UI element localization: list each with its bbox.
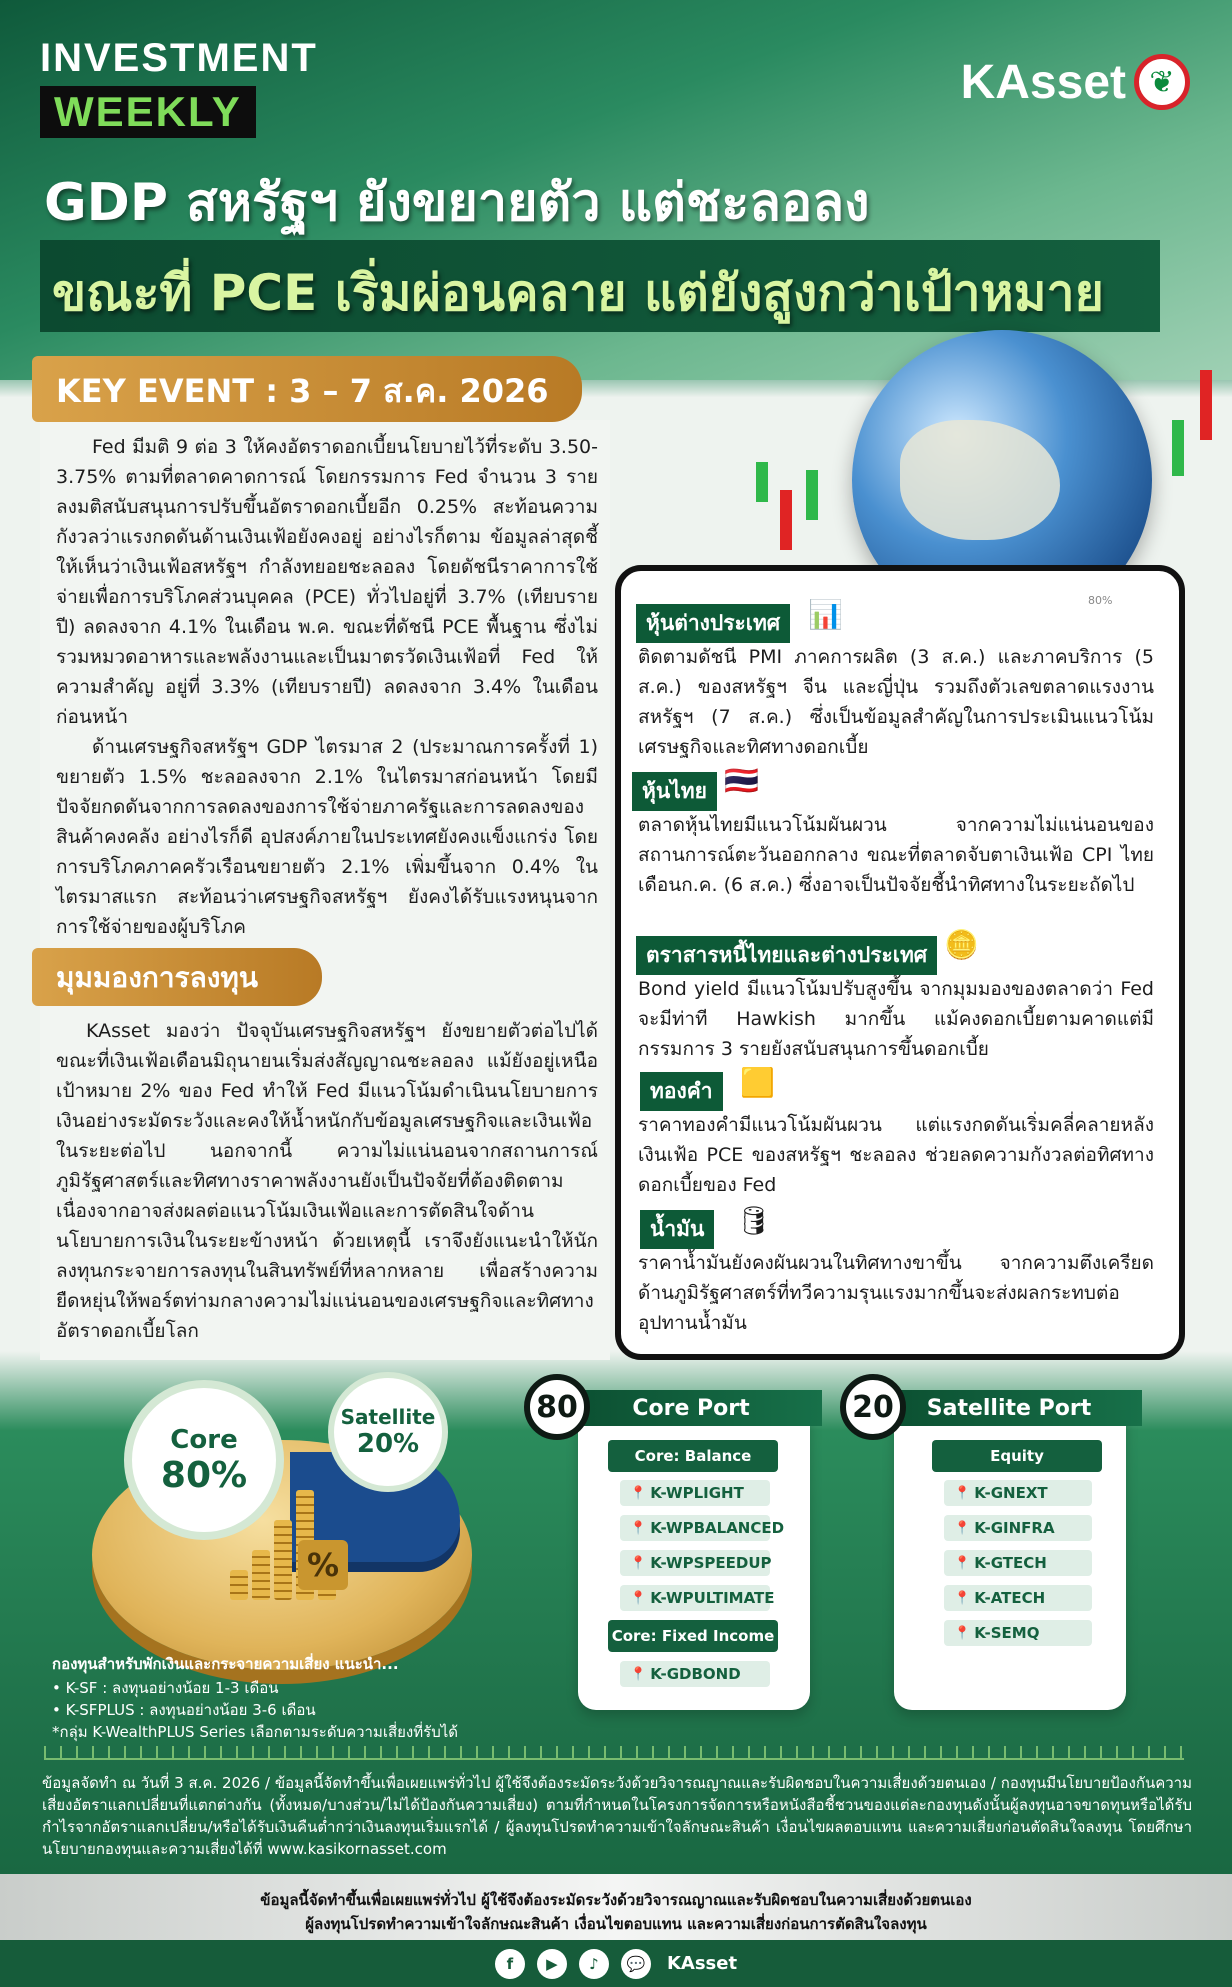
candlestick-icon — [1172, 420, 1184, 476]
section-text-bonds: Bond yield มีแนวโน้มปรับสูงขึ้น จากมุมมองของตลาดว่า Fed จะมีท่าที Hawkish มากขึ้น แม้คงดอกเบี้ยตามคาดแต่มีกรรมการ 3 รายยังสนับสนุนการขึ้นดอกเบี้ย — [638, 978, 1154, 1060]
section-text-oil: ราคาน้ำมันยังคงผันผวนในทิศทางขาขึ้น จากความตึงเครียดด้านภูมิรัฐศาสตร์ที่ทวีความรุนแรงมากขึ้นจะส่งผลกระทบต่ออุปทานน้ำมัน — [638, 1252, 1154, 1334]
line-icon[interactable]: 💬 — [621, 1949, 651, 1979]
headline-primary: GDP สหรัฐฯ ยังขยายตัว แต่ชะลอลง — [44, 173, 870, 233]
facebook-icon[interactable]: f — [495, 1949, 525, 1979]
battery-status: 80% — [1088, 594, 1113, 607]
section-text-thai-stocks: ตลาดหุ้นไทยมีแนวโน้มผันผวน จากความไม่แน่นอนของสถานการณ์ตะวันออกกลาง ขณะที่ตลาดจับตาเงินเฟ้อ CPI ไทยเดือนก.ค. (6 ส.ค.) ซึ่งอาจเป็นปัจจัยชี้นำทิศทางในระยะถัดไป — [638, 814, 1154, 896]
section-label-thai-stocks: หุ้นไทย — [632, 772, 717, 811]
candlestick-chart-icon: 📊 — [808, 598, 843, 631]
core-port-number: 80 — [524, 1374, 590, 1440]
thai-flag-icon: 🇹🇭 — [724, 764, 759, 797]
investment-view-heading: มุมมองการลงทุน — [32, 948, 322, 1006]
notice-line-2: ผู้ลงทุนโปรดทำความเข้าใจลักษณะสินค้า เงื่อนไขตอบแทน และความเสี่ยงก่อนการตัดสินใจลงทุน — [305, 1915, 927, 1933]
key-event-heading: KEY EVENT : 3 – 7 ส.ค. 2026 — [32, 356, 582, 422]
fund-name: K-GINFRA — [974, 1519, 1055, 1537]
satellite-label: Satellite — [340, 1405, 436, 1429]
reserve-fund-ksfplus: • K-SFPLUS : ลงทุนอย่างน้อย 3-6 เดือน — [52, 1701, 316, 1719]
logo-text: KAsset — [960, 55, 1126, 109]
candlestick-icon — [1200, 370, 1212, 440]
fund-name: K-GDBOND — [650, 1665, 741, 1683]
fund-name: K-WPBALANCED — [650, 1519, 785, 1537]
youtube-icon[interactable]: ▶ — [537, 1949, 567, 1979]
disclaimer-text: ข้อมูลจัดทำ ณ วันที่ 3 ส.ค. 2026 / ข้อมูลนี้จัดทำขึ้นเพื่อเผยแพร่ทั่วไป ผู้ใช้จึงต้องระมัดระวังด้วยวิจารณญาณและรับผิดชอบในความเสี่ยงด้วยตนเอง / กองทุนมีนโยบายป้องกันความเสี่ยงอัตราแลกเปลี่ยนที่แตกต่างกัน (ทั้งหมด/บางส่วน/ไม่ได้ป้องกันความเสี่ยง) ตามที่กำหนดในโครงการจัดการหรือหนังสือชี้ชวนของแต่ละกองทุนดังนั้นผู้ลงทุนอาจขาดทุนหรือได้รับกำไรจากอัตราแลกเปลี่ยน/หรือได้รับเงินคืนต่ำกว่าเงินลงทุนเริ่มแรกได้ / ผู้ลงทุนโปรดทำความเข้าใจลักษณะสินค้า เงื่อนไขผลตอบแทน และความเสี่ยงก่อนตัดสินใจลงทุน โดยศึกษานโยบายกองทุนและความเสี่ยงได้ที่ www.kasikornasset.com — [42, 1774, 1192, 1858]
fund-name: K-WPSPEEDUP — [650, 1554, 772, 1572]
fund-name: K-ATECH — [974, 1589, 1046, 1607]
pin-icon: 📍 — [954, 1520, 971, 1536]
reserve-note: *กลุ่ม K-WealthPLUS Series เลือกตามระดับความเสี่ยงที่รับได้ — [52, 1723, 458, 1741]
key-event-paragraph-1: Fed มีมติ 9 ต่อ 3 ให้คงอัตราดอกเบี้ยนโยบายไว้ที่ระดับ 3.50-3.75% ตามที่ตลาดคาดการณ์ โดยกรรมการ Fed จำนวน 3 รายลงมติสนับสนุนการปรับขึ้นอัตราดอกเบี้ยอีก 0.25% สะท้อนความกังวลว่าแรงกดดันด้านเงินเฟ้อยังคงอยู่ อย่างไรก็ตาม ข้อมูลล่าสุดชี้ให้เห็นว่าเงินเฟ้อสหรัฐฯ กำลังทยอยชะลอลง โดยดัชนีราคาการใช้จ่ายเพื่อการบริโภคส่วนบุคคล (PCE) ทั่วไปอยู่ที่ 3.7% (เทียบรายปี) ลดลงจาก 4.1% ในเดือน พ.ค. ขณะที่ดัชนี PCE พื้นฐาน ซึ่งไม่รวมหมวดอาหารและพลังงานและเป็นมาตรวัดเงินเฟ้อที่ Fed ให้ความสำคัญ อยู่ที่ 3.3% (เทียบรายปี) ลดลงจาก 3.4% ในเดือนก่อนหน้า — [56, 436, 598, 728]
candlestick-icon — [806, 470, 818, 520]
fund-chip[interactable] — [944, 1480, 1092, 1506]
satellite-percent: 20% — [356, 1429, 420, 1459]
fund-chip[interactable] — [944, 1585, 1092, 1611]
coins-icon: 🪙 — [944, 928, 979, 961]
pin-icon: 📍 — [630, 1520, 647, 1536]
fund-name: K-GTECH — [974, 1554, 1047, 1572]
satellite-port-number: 20 — [840, 1374, 906, 1440]
key-event-paragraph-2: ด้านเศรษฐกิจสหรัฐฯ GDP ไตรมาส 2 (ประมาณการครั้งที่ 1) ขยายตัว 1.5% ชะลอลงจาก 2.1% ในไตรมาสก่อนหน้า โดยมีปัจจัยกดดันจากการลดลงของการใช้จ่ายภาครัฐและการลดลงของสินค้าคงคลัง อย่างไรก็ดี อุปสงค์ภายในประเทศยังคงแข็งแกร่ง โดยการบริโภคภาคครัวเรือนขยายตัว 2.1% เพิ่มขึ้นจาก 0.4% ในไตรมาสแรก สะท้อนว่าเศรษฐกิจสหรัฐฯ ยังคงได้รับแรงหนุนจากการใช้จ่ายของผู้บริโภค — [56, 736, 598, 938]
fund-chip[interactable] — [944, 1515, 1092, 1541]
footer-brand[interactable]: KAsset — [666, 1953, 738, 1974]
pin-icon: 📍 — [954, 1590, 971, 1606]
section-label-bonds: ตราสารหนี้ไทยและต่างประเทศ — [636, 936, 937, 975]
reserve-fund-ksf: • K-SF : ลงทุนอย่างน้อย 1-3 เดือน — [52, 1679, 279, 1697]
fund-chip[interactable] — [620, 1550, 770, 1576]
pin-icon: 📍 — [954, 1555, 971, 1571]
core-balance-group: Core: Balance — [608, 1440, 778, 1472]
satellite-allocation-badge — [328, 1372, 448, 1492]
fund-chip[interactable] — [620, 1480, 770, 1506]
section-text-gold: ราคาทองคำมีแนวโน้มผันผวน แต่แรงกดดันเริ่มคลี่คลายหลังเงินเฟ้อ PCE ของสหรัฐฯ ชะลอลง ช่วยลดความกังวลต่อทิศทางดอกเบี้ยของ Fed — [638, 1114, 1154, 1196]
equity-group: Equity — [932, 1440, 1102, 1472]
pin-icon: 📍 — [630, 1590, 647, 1606]
core-label: Core — [170, 1424, 238, 1455]
core-fixed-income-group: Core: Fixed Income — [608, 1620, 778, 1652]
fund-chip[interactable] — [944, 1550, 1092, 1576]
investment-view-paragraph: KAsset มองว่า ปัจจุบันเศรษฐกิจสหรัฐฯ ยังขยายตัวต่อไปได้ ขณะที่เงินเฟ้อเดือนมิถุนายนเริ่มส่งสัญญาณชะลอลง แม้ยังอยู่เหนือเป้าหมาย 2% ของ Fed ทำให้ Fed มีแนวโน้มดำเนินนโยบายการเงินอย่างระมัดระวังและคงให้น้ำหนักกับข้อมูลเศรษฐกิจและเงินเฟ้อในระยะต่อไป นอกจากนี้ ความไม่แน่นอนจากสถานการณ์ภูมิรัฐศาสตร์และทิศทางราคาพลังงานยังเป็นปัจจัยที่ต้องติดตาม เนื่องจากอาจส่งผลต่อแนวโน้มเงินเฟ้อและการตัดสินใจด้านนโยบายการเงินในระยะข้างหน้า ด้วยเหตุนี้ เราจึงยังแนะนำให้นักลงทุนกระจายการลงทุนในสินทรัพย์ที่หลากหลาย เพื่อสร้างความยืดหยุ่นให้พอร์ตท่ามกลางความไม่แน่นอนของเศรษฐกิจและทิศทางอัตราดอกเบี้ยโลก — [56, 1020, 598, 1342]
pin-icon: 📍 — [630, 1485, 647, 1501]
core-port-title: Core Port — [560, 1390, 822, 1426]
brand-weekly: WEEKLY — [40, 86, 256, 138]
percent-block-icon: % — [298, 1540, 348, 1590]
fund-chip[interactable] — [620, 1661, 770, 1687]
fund-name: K-GNEXT — [974, 1484, 1048, 1502]
tiktok-icon[interactable]: ♪ — [579, 1949, 609, 1979]
leaf-icon: ❦ — [1134, 54, 1190, 110]
fund-chip[interactable] — [620, 1585, 775, 1611]
section-label-oil: น้ำมัน — [640, 1210, 714, 1249]
headline-secondary: ขณะที่ PCE เริ่มผ่อนคลาย แต่ยังสูงกว่าเป้าหมาย — [52, 264, 1104, 322]
pin-icon: 📍 — [630, 1666, 647, 1682]
footer — [0, 1940, 1232, 1987]
pin-icon: 📍 — [954, 1485, 971, 1501]
notice-line-1: ข้อมูลนี้จัดทำขึ้นเพื่อเผยแพร่ทั่วไป ผู้ใช้จึงต้องระมัดระวังด้วยวิจารณญาณและรับผิดชอบในความเสี่ยงด้วยตนเอง — [260, 1891, 972, 1909]
fund-chip[interactable] — [620, 1515, 785, 1541]
candlestick-icon — [756, 462, 768, 502]
ruler-divider — [44, 1746, 1184, 1760]
core-percent: 80% — [160, 1454, 248, 1496]
fund-name: K-SEMQ — [974, 1624, 1040, 1642]
fund-name: K-WPULTIMATE — [650, 1589, 775, 1607]
pin-icon: 📍 — [630, 1555, 647, 1571]
kasset-logo[interactable] — [961, 54, 1190, 110]
section-text-foreign-stocks: ติดตามดัชนี PMI ภาคการผลิต (3 ส.ค.) และภาคบริการ (5 ส.ค.) ของสหรัฐฯ จีน และญี่ปุ่น รวมถึงตัวเลขตลาดแรงงานสหรัฐฯ (7 ส.ค.) ซึ่งเป็นข้อมูลสำคัญในการประเมินแนวโน้มเศรษฐกิจและทิศทางดอกเบี้ย — [638, 646, 1154, 758]
satellite-port-title: Satellite Port — [876, 1390, 1142, 1426]
fund-name: K-WPLIGHT — [650, 1484, 744, 1502]
section-label-foreign-stocks: หุ้นต่างประเทศ — [636, 604, 790, 643]
gold-bar-icon: 🟨 — [740, 1066, 775, 1099]
brand-investment: INVESTMENT — [40, 36, 318, 80]
section-label-gold: ทองคำ — [640, 1072, 723, 1111]
core-allocation-badge — [124, 1380, 284, 1540]
reserve-funds-title: กองทุนสำหรับพักเงินและกระจายความเสี่ยง แนะนำ... — [52, 1655, 399, 1673]
pin-icon: 📍 — [954, 1625, 971, 1641]
candlestick-icon — [780, 490, 792, 550]
fund-chip[interactable] — [944, 1620, 1092, 1646]
oil-barrel-icon: 🛢 — [736, 1204, 772, 1237]
